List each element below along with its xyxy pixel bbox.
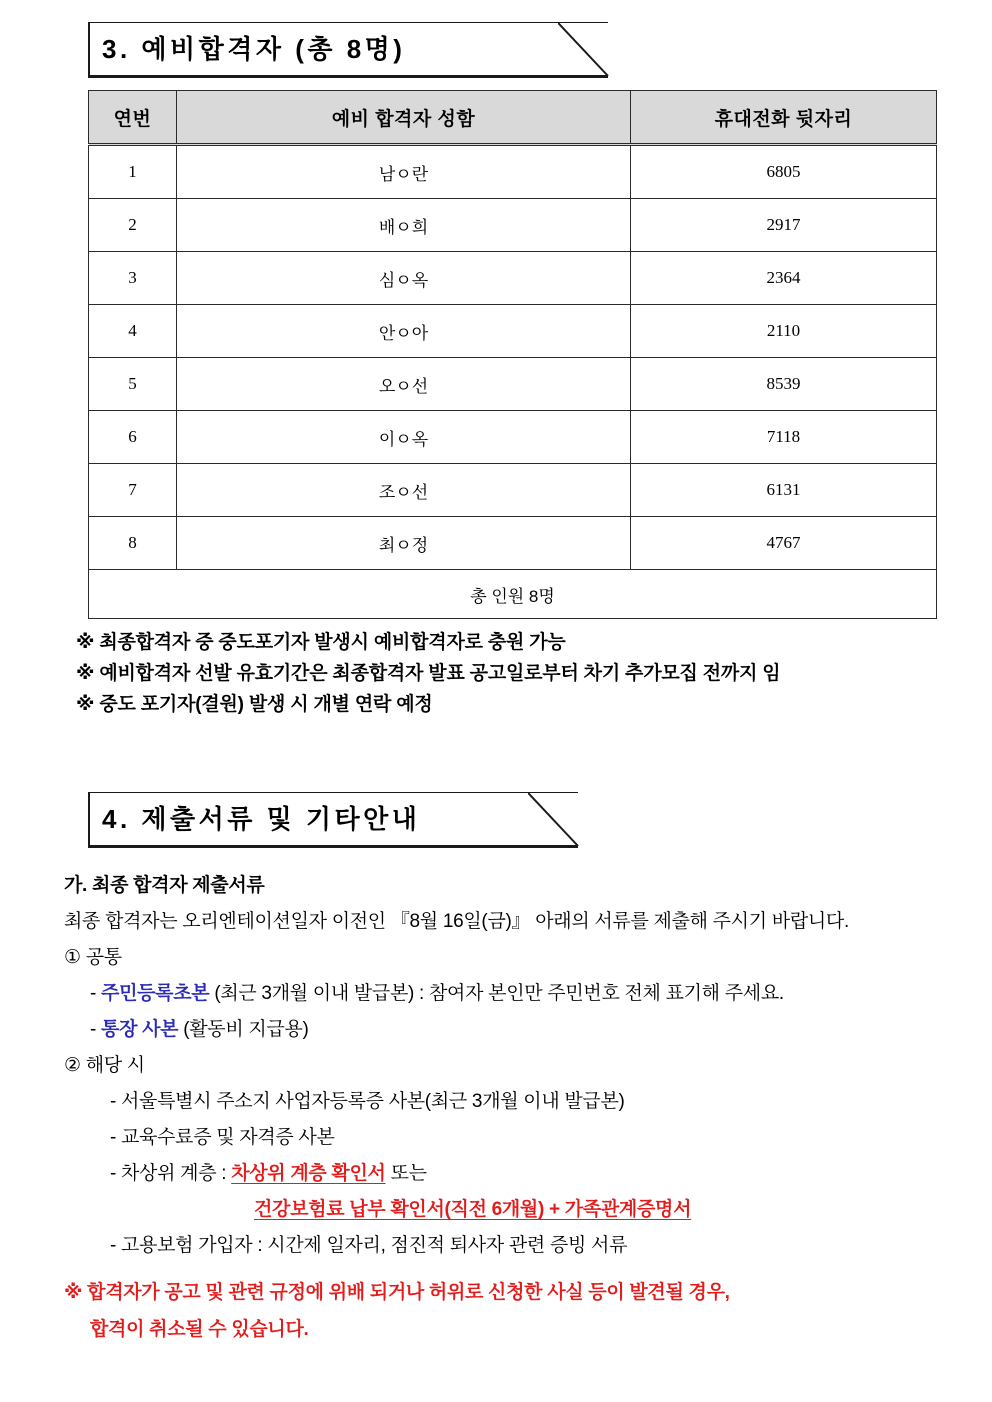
table-row [89,145,937,199]
group-2-item-3 [64,1156,992,1192]
health-insurance-highlight: 건강보험료 납부 확인서(직전 6개월) + 가족관계증명서 [254,1199,692,1220]
group-1-label: ① 공통 [64,947,122,968]
group-2-item-1: - 서울특별시 주소지 사업자등록증 사본(최근 3개월 이내 발급본) [110,1091,625,1112]
group-1-item-2 [64,1012,992,1048]
table-row [89,199,937,252]
cell-phone: 6805 [631,145,937,199]
column-header-name: 예비 합격자 성함 [177,91,631,145]
submission-subheading: 가. 최종 합격자 제출서류 [64,875,265,896]
cell-name: 배ㅇ희 [177,199,631,252]
warning-line: ※ 합격자가 공고 및 관련 규정에 위배 되거나 허위로 신청한 사실 등이 발견될 경우, [64,1282,730,1303]
cell-phone: 6131 [631,464,937,517]
preliminary-pass-table-wrap [88,90,936,619]
note-line: ※ 예비합격자 선발 유효기간은 최종합격자 발표 공고일로부터 차기 추가모집 전까지 임 [76,663,781,684]
cell-no: 8 [89,517,177,570]
bankbook-copy-highlight: 통장 사본 [101,1019,179,1040]
cell-phone: 7118 [631,411,937,464]
table-header-row [89,91,937,145]
table-row [89,517,937,570]
section-3-banner [88,22,992,80]
low-income-suffix: 또는 [385,1163,427,1184]
group-2-item-2: - 교육수료증 및 자격증 사본 [110,1127,335,1148]
section-4-banner [88,792,992,850]
cell-no: 4 [89,305,177,358]
table-footer-row [89,570,937,619]
resident-registration-highlight: 주민등록초본 [101,983,210,1004]
group-1-item-1 [64,976,992,1012]
table-row [89,305,937,358]
group-2-item-3-line-2 [64,1192,992,1228]
final-warning [64,1274,992,1348]
cell-phone: 2917 [631,199,937,252]
section-4-body [64,868,992,1348]
cell-phone: 2364 [631,252,937,305]
cell-no: 3 [89,252,177,305]
cell-phone: 8539 [631,358,937,411]
cell-name: 남ㅇ란 [177,145,631,199]
table-body [89,145,937,570]
column-header-no: 연번 [89,91,177,145]
dash-marker: - [90,983,102,1004]
dash-marker: - [90,1019,102,1040]
group-2-label: ② 해당 시 [64,1055,145,1076]
low-income-certificate-highlight: 차상위 계층 확인서 [231,1163,386,1184]
cell-name: 이ㅇ옥 [177,411,631,464]
cell-name: 조ㅇ선 [177,464,631,517]
table-row [89,252,937,305]
cell-no: 5 [89,358,177,411]
table-row [89,464,937,517]
table-footer [89,570,937,619]
warning-line: 합격이 취소될 수 있습니다. [90,1319,309,1340]
cell-no: 6 [89,411,177,464]
cell-name: 오ㅇ선 [177,358,631,411]
table-row [89,358,937,411]
note-line: ※ 중도 포기자(결원) 발생 시 개별 연락 예정 [76,694,433,715]
cell-no: 2 [89,199,177,252]
column-header-phone: 휴대전화 뒷자리 [631,91,937,145]
total-count-cell: 총 인원 8명 [89,570,937,619]
cell-name: 최ㅇ정 [177,517,631,570]
cell-no: 1 [89,145,177,199]
bankbook-copy-rest: (활동비 지급용) [178,1019,309,1040]
low-income-prefix: - 차상위 계층 : [110,1163,232,1184]
group-2-item-4: - 고용보험 가입자 : 시간제 일자리, 점진적 퇴사자 관련 증빙 서류 [110,1235,628,1256]
preliminary-pass-table [88,90,937,619]
cell-phone: 2110 [631,305,937,358]
section-3-title: 3. 예비합격자 (총 8명) [102,34,406,64]
section-4-title: 4. 제출서류 및 기타안내 [102,804,421,834]
cell-name: 심ㅇ옥 [177,252,631,305]
resident-registration-rest: (최근 3개월 이내 발급본) : 참여자 본인만 주민번호 전체 표기해 주세요. [209,983,784,1004]
cell-name: 안ㅇ아 [177,305,631,358]
submission-intro: 최종 합격자는 오리엔테이션일자 이전인 『8월 16일(금)』 아래의 서류를 제출해 주시기 바랍니다. [64,911,849,932]
cell-no: 7 [89,464,177,517]
note-line: ※ 최종합격자 중 중도포기자 발생시 예비합격자로 충원 가능 [76,632,566,653]
table-row [89,411,937,464]
cell-phone: 4767 [631,517,937,570]
section-3-notes [76,627,992,720]
